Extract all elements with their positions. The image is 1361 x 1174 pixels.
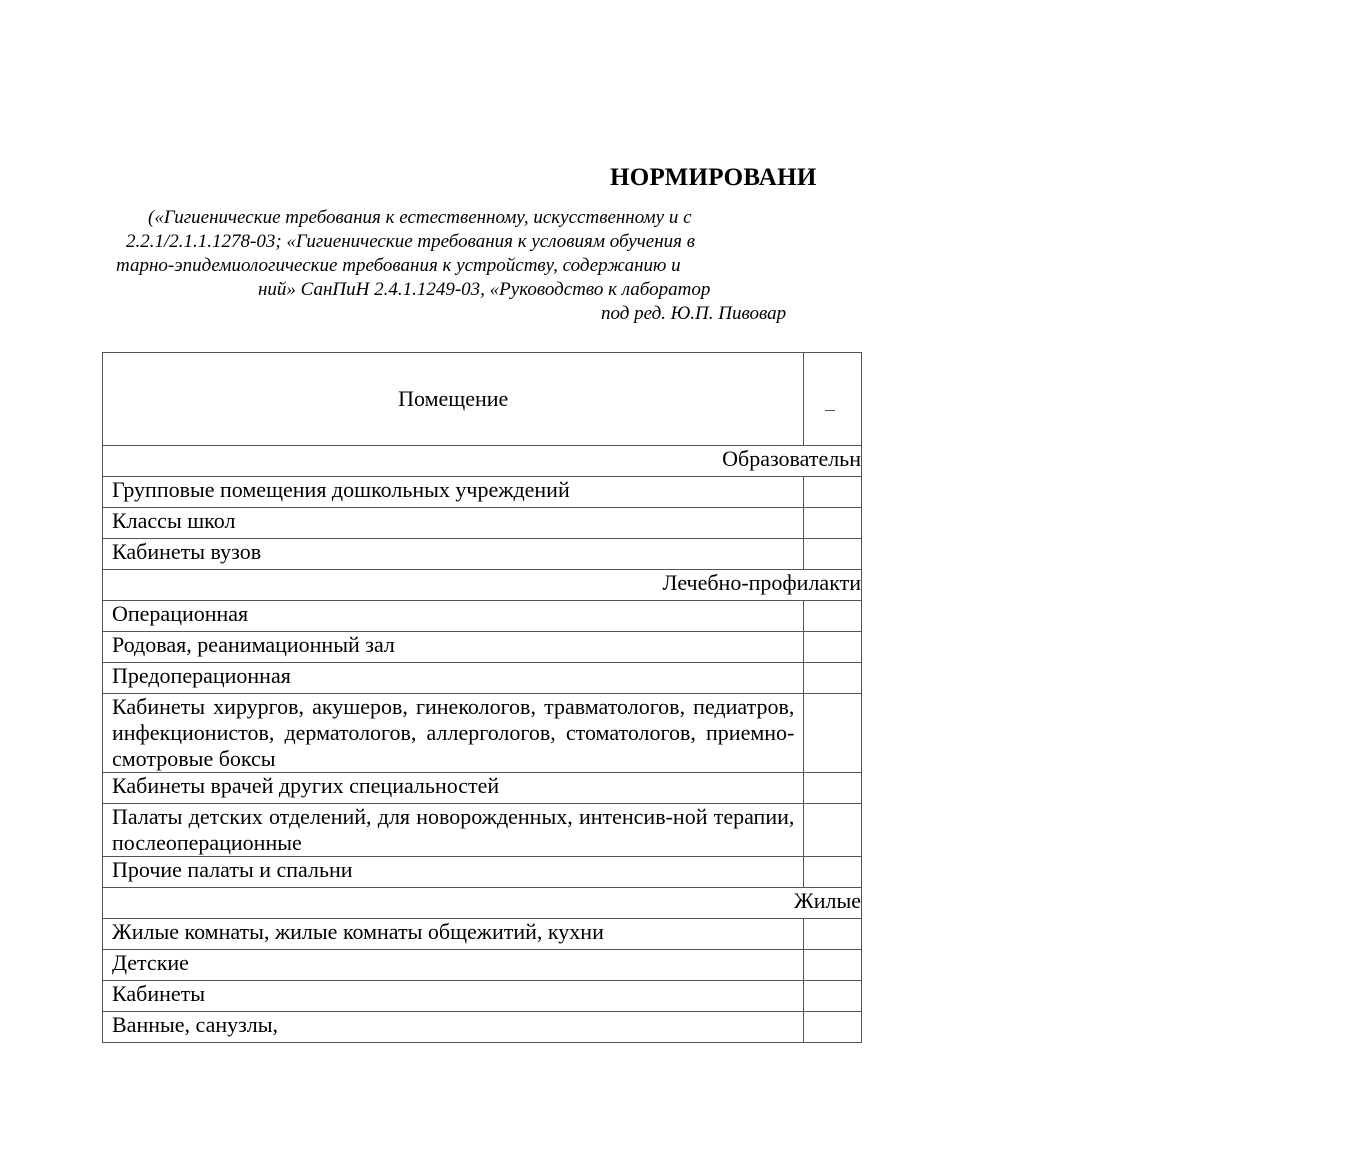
table-row — [103, 694, 862, 773]
section-row — [103, 888, 862, 919]
table-row — [103, 663, 862, 694]
room-cell: Кабинеты врачей других специальностей — [103, 773, 804, 804]
table-row — [103, 539, 862, 570]
section-cell — [103, 446, 862, 477]
table-row — [103, 950, 862, 981]
value-cell — [804, 981, 862, 1012]
table-row — [103, 773, 862, 804]
section-row — [103, 570, 862, 601]
table-row — [103, 919, 862, 950]
header-value — [804, 353, 862, 446]
subtitle-line-2: 2.2.1/2.1.1.1278-03; «Гигиенические требования к условиям обучения в — [126, 231, 695, 252]
room-cell: Палаты детских отделений, для новорожденных, интенсив-ной терапии, послеоперационные — [103, 804, 804, 857]
value-cell — [804, 663, 862, 694]
room-cell: Детские — [103, 950, 804, 981]
section-cell — [103, 570, 862, 601]
room-cell: Родовая, реанимационный зал — [103, 632, 804, 663]
subtitle-line-3: тарно-эпидемиологические требования к устройству, содержанию и — [116, 255, 681, 276]
room-cell: Операционная — [103, 601, 804, 632]
value-cell — [804, 508, 862, 539]
table-row — [103, 981, 862, 1012]
value-cell — [804, 950, 862, 981]
table-row — [103, 804, 862, 857]
header-room: Помещение — [103, 353, 804, 446]
table-row — [103, 508, 862, 539]
room-cell: Предоперационная — [103, 663, 804, 694]
room-cell: Прочие палаты и спальни — [103, 857, 804, 888]
subtitle-line-1: («Гигиенические требования к естественному, искусственному и с — [148, 207, 692, 228]
value-cell — [804, 804, 862, 857]
section-label: Жилые — [793, 888, 861, 913]
value-cell — [804, 694, 862, 773]
value-cell — [804, 919, 862, 950]
room-cell: Ванные, санузлы, — [103, 1012, 804, 1043]
norms-table — [102, 352, 862, 1043]
subtitle-line-4: ний» СанПиН 2.4.1.1249-03, «Руководство к лаборатор — [258, 279, 711, 300]
room-cell: Кабинеты вузов — [103, 539, 804, 570]
room-cell: Классы школ — [103, 508, 804, 539]
page-title: НОРМИРОВАНИ — [610, 164, 817, 191]
table-row — [103, 601, 862, 632]
section-label: Образовательн — [722, 446, 861, 471]
subtitle-line-5: под ред. Ю.П. Пивовар — [601, 303, 787, 324]
value-cell — [804, 857, 862, 888]
value-cell — [804, 773, 862, 804]
table-header-row — [103, 353, 862, 446]
room-cell: Групповые помещения дошкольных учреждений — [103, 477, 804, 508]
table-row — [103, 477, 862, 508]
header-divider — [825, 410, 835, 411]
room-cell: Кабинеты — [103, 981, 804, 1012]
table-row — [103, 1012, 862, 1043]
room-cell: Кабинеты хирургов, акушеров, гинекологов, травматологов, педиатров, инфекционистов, дерматологов, аллергологов, стоматологов, приемно-смотровые боксы — [103, 694, 804, 773]
value-cell — [804, 601, 862, 632]
section-cell — [103, 888, 862, 919]
value-cell — [804, 477, 862, 508]
section-row — [103, 446, 862, 477]
value-cell — [804, 632, 862, 663]
table-row — [103, 632, 862, 663]
room-cell: Жилые комнаты, жилые комнаты общежитий, кухни — [103, 919, 804, 950]
value-cell — [804, 1012, 862, 1043]
section-label: Лечебно-профилакти — [662, 570, 861, 595]
table-row — [103, 857, 862, 888]
value-cell — [804, 539, 862, 570]
